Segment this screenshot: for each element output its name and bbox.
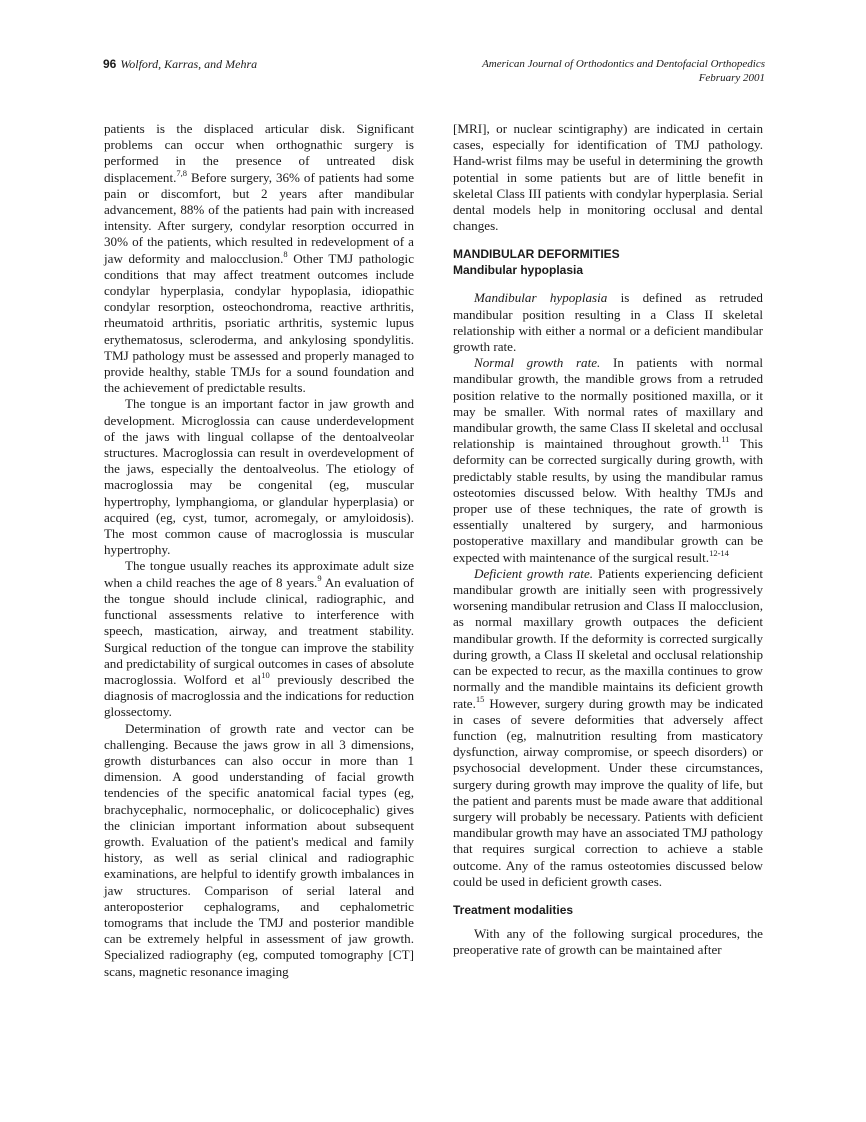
paragraph [104,121,414,396]
paragraph: Determination of growth rate and vector can be challenging. Because the jaws grow in all 3 dimensions, growth disturbances can also occur in more than 1 dimension. A good understanding of facial growth tendencies of the specific anatomical facial types (eg, brachycephalic, normocephalic, or dolicocephalic) gives the clinician important information about subsequent growth. Evaluation of the patient's medical and family history, as well as serial clinical and radiographic examinations, are helpful to identify growth imbalances in jaw structures. Comparison of serial lateral and anteroposterior cephalograms, and cephalometric tomograms that include the TMJ and posterior mandible can be extremely helpful in assessment of jaw growth. Specialized radiography (eg, computed tomography [CT] scans, magnetic resonance imaging [104,720,414,979]
citation: 8 [283,248,288,259]
paragraph: The tongue is an important factor in jaw growth and development. Microglossia can cause underdevelopment of the jaws with lingual collapse of the dentoalveolar structures. Macroglossia can result in overdevelopment of the jaws, especially the dentoalveolus. The etiology of macroglossia may be congenital (eg, muscular hypertrophy, lymphangioma, or glandular hyperplasia) or acquired (eg, cyst, tumor, acromegaly, or amyloidosis). The most common cause of macroglossia is muscular hypertrophy. [104,396,414,558]
paragraph: [MRI], or nuclear scintigraphy) are indicated in certain cases, especially for identification of TMJ pathology. Hand-wrist films may be useful in determining the growth potential in some patients but are of little benefit in skeletal Class III patients with condylar hyperplasia. Serial dental models help in monitoring occlusal and dental changes. [453,121,763,234]
citation: 9 [317,572,322,583]
running-head-right [482,57,765,85]
citation: 12-14 [709,547,729,558]
section-heading: MANDIBULAR DEFORMITIES [453,247,620,262]
subsection-heading: Mandibular hypoplasia [453,263,584,278]
text: Patients experiencing deficient mandibular growth are initially seen with progressively worsening mandibular retrusion and Class II malocclusion, as normal maxillary growth outpaces the deficient mandibular growth. If the deformity is corrected surgically during growth, a Class II skeletal and occlusal relationship can be expected to recur, as the maxilla continues to grow normally and the mandible maintains its deficient growth rate. [453,565,763,711]
paragraph: With any of the following surgical procedures, the preoperative rate of growth can be maintained after [453,925,763,958]
text: previously described the diagnosis of macroglossia and the indications for reduction glossectomy. [104,671,415,720]
left-column [104,121,414,980]
text: Other TMJ pathologic conditions that may affect treatment outcomes include condylar hyperplasia, condylar hypoplasia, idiopathic condylar resorption, osteochondroma, reactive arthritis, rheumatoid arthritis, psoriatic arthritis, systemic lupus erythematosus, scleroderma, and ankylosing spondylitis. TMJ pathology must be assessed and properly managed to provide healthy, stable TMJs for a sound foundation and the achievement of predictable results. [104,250,415,396]
page-number: 96 [103,57,117,71]
text: An evaluation of the tongue should include clinical, radiographic, and functional assessments relative to interference with speech, mastication, airway, and treatment stability. Surgical reduction of the tongue can improve the stability and predictability of surgical outcomes in cases of absolute macroglossia. Wolford et al [104,574,415,687]
text: Before surgery, 36% of patients had some pain or discomfort, but 2 years after mandibular advancement, 88% of the patients had pain with increased intensity. After surgery, condylar resorption occurred in 30% of the patients, which resulted in redevelopment of a jaw deformity and malocclusion. [104,169,414,266]
citation: 15 [475,693,485,704]
text: patients is the displaced articular disk. Significant problems can occur when orthognathic surgery is performed in the presence of untreated disk displacement. [104,121,414,185]
text: In patients with normal mandibular growth, the mandible grows from a retruded position relative to the normally positioned maxilla, or it may be smaller. With normal rates of maxillary and mandibular growth, the same Class II skeletal and occlusal relationship is maintained throughout growth. [453,355,763,452]
subsection-heading: Treatment modalities [453,902,574,917]
text: However, surgery during growth may be indicated in cases of severe deformities that adversely affect function (eg, malnutrition resulting from masticatory dysfunction, airway compromise, or speech disorders) or psychosocial development. Under these circumstances, surgery during growth may improve the quality of life, but the patient and parents must be made aware that additional surgery will probably be necessary. Patients with deficient mandibular growth may have an associated TMJ pathology that requires surgical correction to achieve a stable outcome. Any of the ramus osteotomies discussed below could be used in deficient growth cases. [453,695,763,889]
term: Deficient growth rate. [474,565,594,581]
citation: 7,8 [176,167,187,178]
text: This deformity can be corrected surgically during growth, with predictably stable results, by using the mandibular ramus osteotomies discussed below. With healthy TMJs and proper use of these techniques, the rate of growth is essentially unaltered by surgery, and harmonious postoperative maxillary and mandibular growth can be expected with maintenance of the surgical result. [453,436,763,565]
text: The tongue usually reaches its approximate adult size when a child reaches the age of 8 years. [104,558,414,590]
paragraph [453,566,763,890]
paragraph [453,355,763,566]
term: Mandibular hypoplasia [474,290,608,306]
authors: Wolford, Karras, and Mehra [120,57,258,71]
journal-title: American Journal of Orthodontics and Dentofacial Orthopedics [482,58,765,70]
running-head [103,57,765,91]
paragraph [104,558,414,720]
citation: 11 [721,434,730,445]
running-head-left [103,57,257,72]
issue-date: February 2001 [698,72,765,84]
paragraph [453,290,763,355]
citation: 10 [261,669,270,680]
term: Normal growth rate. [474,355,601,371]
right-column [453,121,763,958]
text: is defined as retruded mandibular position resulting in a Class II skeletal relationship with either a normal or a deficient mandibular growth rate. [453,290,763,355]
